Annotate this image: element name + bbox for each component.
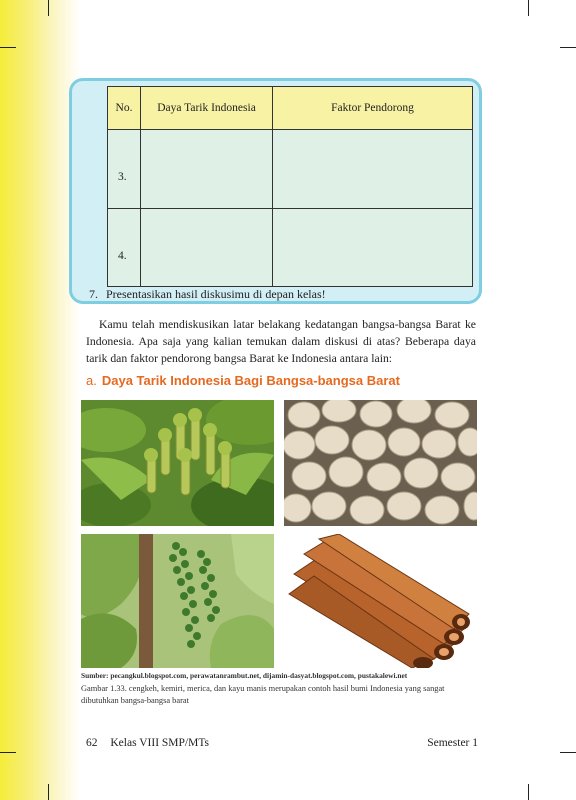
cinnamon-photo: [284, 534, 477, 668]
faktor-cell: [273, 130, 473, 209]
semester-label: Semester 1: [427, 737, 478, 749]
step-number: 7.: [89, 287, 98, 301]
class-label: Kelas VIII SMP/MTs: [110, 737, 210, 749]
crop-mark: [0, 752, 16, 753]
crop-mark: [0, 47, 16, 48]
crop-mark: [528, 0, 529, 16]
section-letter: a.: [86, 373, 97, 388]
table-row: [108, 208, 473, 287]
intro-paragraph: Kamu telah mendiskusikan latar belakang kedatangan bangsa-bangsa Barat ke Indonesia. Apa saja yang kalian temukan dalam diskusi di atas? Beberapa daya tarik dan faktor pendorong bangsa Barat ke Indonesia antara lain:: [86, 318, 476, 365]
row-number: 3.: [108, 130, 141, 209]
crop-mark: [560, 47, 576, 48]
column-header-daya-tarik: Daya Tarik Indonesia: [141, 87, 273, 130]
crop-mark: [48, 0, 49, 16]
discussion-table: [107, 86, 473, 287]
section-title: Daya Tarik Indonesia Bagi Bangsa-bangsa Barat: [101, 373, 400, 388]
table-row: [108, 130, 473, 209]
page-number: 62: [86, 737, 98, 749]
figure-caption: Gambar 1.33. cengkeh, kemiri, merica, dan kayu manis merupakan contoh hasil bumi Indonesia yang sangat dibutuhkan bangsa-bangsa barat: [81, 684, 445, 705]
table-header-row: [108, 87, 473, 130]
column-header-no: No.: [108, 87, 141, 130]
step-7: [89, 287, 326, 302]
cloves-photo: [81, 400, 274, 526]
page-footer: [86, 737, 478, 749]
image-source: Sumber: pecangkul.blogspot.com, perawatanrambut.net, dijamin-dasyat.blogspot.com, pustakalewi.net: [81, 671, 408, 680]
faktor-cell: [273, 208, 473, 287]
crop-mark: [48, 784, 49, 800]
page-margin-band: [0, 0, 80, 800]
pepper-photo: [81, 534, 274, 668]
candlenuts-photo: [284, 400, 477, 526]
daya-tarik-cell: [141, 208, 273, 287]
crop-mark: [560, 752, 576, 753]
section-heading: [86, 373, 400, 388]
step-text: Presentasikan hasil diskusimu di depan kelas!: [106, 287, 326, 301]
row-number: 4.: [108, 208, 141, 287]
daya-tarik-cell: [141, 130, 273, 209]
crop-mark: [528, 784, 529, 800]
column-header-faktor: Faktor Pendorong: [273, 87, 473, 130]
